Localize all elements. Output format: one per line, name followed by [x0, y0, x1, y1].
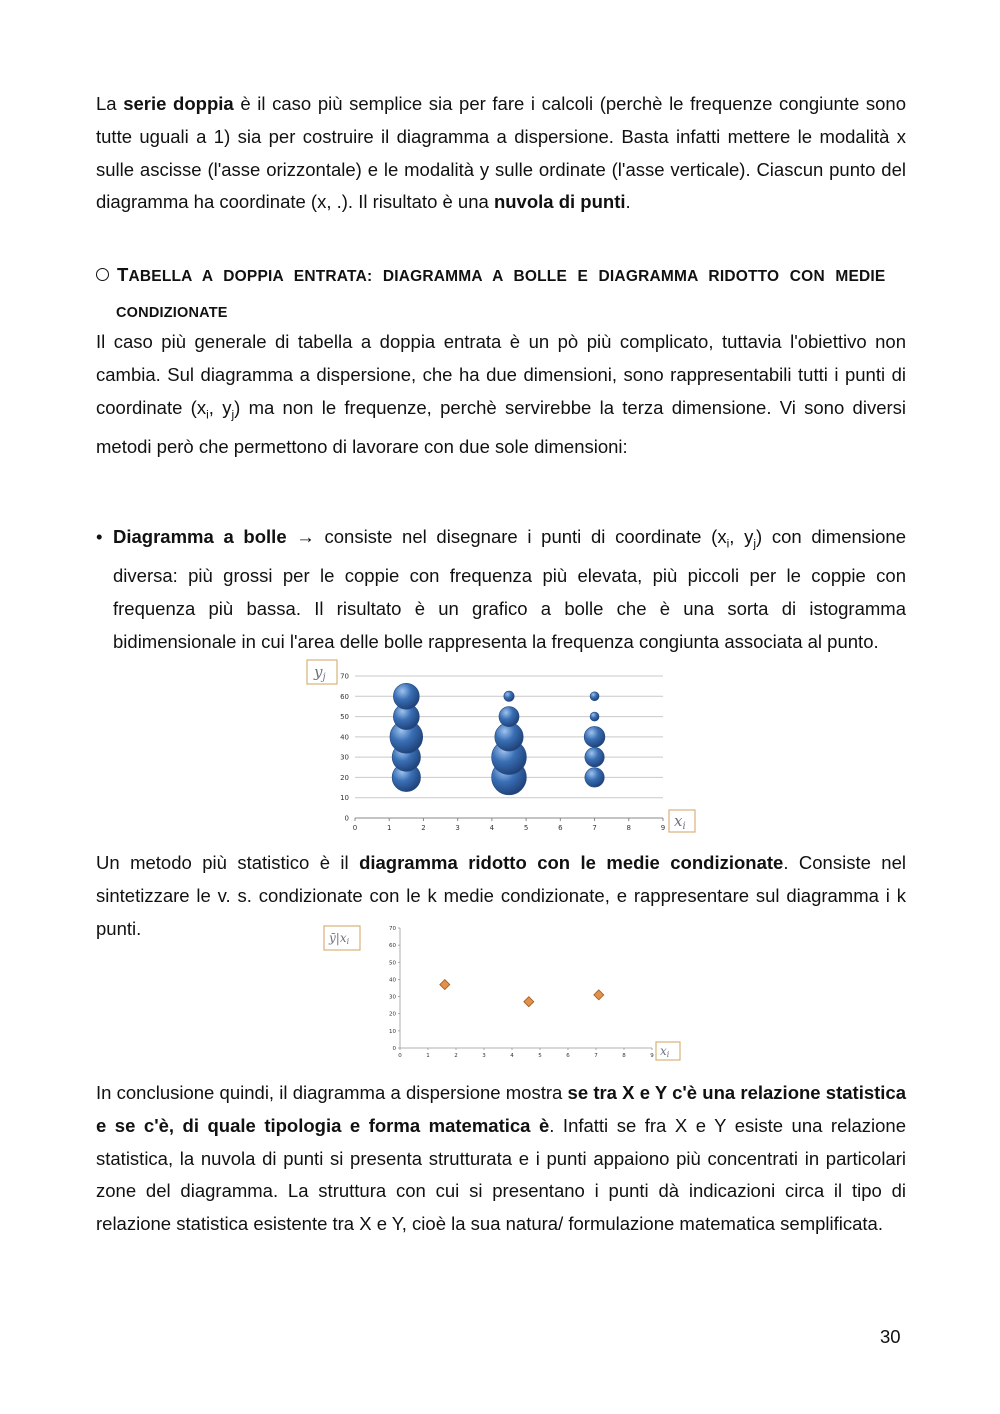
x-tick-label: 9	[650, 1053, 654, 1059]
y-tick-label: 10	[389, 1028, 396, 1035]
x-axis-label: $x_i$	[674, 812, 686, 832]
bubble-point	[504, 691, 514, 701]
x-tick-label: 4	[489, 824, 495, 832]
x-tick-label: 5	[538, 1053, 542, 1059]
y-tick-label: 50	[389, 960, 396, 967]
x-tick-label: 8	[622, 1053, 626, 1059]
bubble-point	[585, 768, 604, 787]
page-number: 30	[880, 1326, 901, 1347]
y-tick-label: 60	[389, 943, 396, 950]
x-tick-label: 7	[594, 1053, 598, 1059]
y-tick-label: 40	[389, 977, 396, 984]
x-tick-label: 6	[558, 824, 563, 832]
x-tick-label: 3	[482, 1053, 486, 1059]
x-tick-label: 5	[523, 824, 529, 832]
paragraph-serie-doppia: La serie doppia è il caso più semplice sia per fare i calcoli (perchè le frequenze congiunte sono tutte uguali a 1) sia per costruire il diagramma a dispersione. Basta infatti mettere le modalità x sulle ascisse (l'asse orizzontale) e le modalità y sulle ordinate (l'asse verticale). Ciascun punto del diagramma ha coordinate (x, .). Il risultato è una nuvola di punti.	[96, 93, 907, 213]
y-axis-label: $y_j$	[314, 663, 326, 683]
bubble-point	[499, 707, 519, 727]
y-tick-label: 60	[340, 692, 349, 701]
y-axis-label: ȳ|xi	[329, 931, 350, 946]
bubble-point	[584, 726, 605, 747]
x-tick-label: 2	[421, 824, 426, 832]
x-tick-label: 7	[592, 824, 597, 832]
y-tick-label: 0	[392, 1046, 396, 1052]
x-tick-label: 8	[626, 824, 632, 832]
x-tick-label: 4	[510, 1053, 514, 1059]
x-tick-label: 0	[352, 824, 358, 832]
bubble-point	[590, 692, 599, 701]
bubble-point	[393, 683, 419, 709]
bubble-point	[585, 747, 604, 766]
paragraph-tabella-doppia-entrata: Il caso più generale di tabella a doppia entrata è un pò più complicato, tuttavia l'obiettivo non cambia. Sul diagramma a dispersione, che ha due dimensioni, sono rappresentabili tutti i punti di coordinate ($x_i$, $y_j$) ma non le frequenze, perchè servirebbe la terza dimensione. Vi sono diversi metodi però che permettono di lavorare con due sole dimensioni:	[96, 331, 907, 458]
mean-point	[594, 990, 604, 1000]
y-tick-label: 20	[389, 1011, 396, 1018]
conditional-means-chart	[322, 920, 684, 1062]
x-tick-label: 3	[455, 824, 460, 832]
bullet-dot: •	[96, 526, 103, 547]
y-tick-label: 0	[344, 814, 349, 823]
circle-bullet-icon	[96, 268, 109, 281]
x-axis-label: xi	[660, 1044, 670, 1059]
mean-point	[524, 997, 534, 1007]
x-tick-label: 6	[566, 1053, 570, 1059]
y-tick-label: 40	[340, 733, 349, 742]
y-tick-label: 50	[340, 713, 349, 722]
paragraph-diagramma-ridotto: Un metodo più statistico è il diagramma ridotto con le medie condizionate. Consiste nel sintetizzare le v. s. condizionate con le k medie condizionate, e rappresentare sul diagramma i k punti.	[96, 852, 906, 939]
section-heading: TABELLA A DOPPIA ENTRATA: DIAGRAMMA A BOLLE E DIAGRAMMA RIDOTTO CON MEDIE CONDIZIONATE	[96, 256, 906, 332]
paragraph-conclusione: In conclusione quindi, il diagramma a dispersione mostra se tra X e Y c'è una relazione statistica e se c'è, di quale tipologia e forma matematica è. Infatti se fra X e Y esiste una relazione statistica, la nuvola di punti si presenta strutturata e i punti appaiono più concentrati in particolari zone del diagramma. La struttura con cui si presentano i punti dà indicazioni circa il tipo di relazione statistica esistente tra X e Y, cioè la sua natura/ formulazione matematica semplificata.	[96, 1082, 907, 1235]
mean-point	[440, 980, 450, 990]
x-tick-label: 9	[660, 824, 666, 832]
bubble-point	[590, 712, 599, 721]
y-tick-label: 70	[340, 672, 349, 681]
x-tick-label: 2	[454, 1053, 458, 1059]
bubble-point	[495, 723, 523, 751]
bullet-diagramma-a-bolle: • Diagramma a bolle → consiste nel disegnare i punti di coordinate ($x_i$, $y_j$) con dimensione diversa: più grossi per le coppie con frequenza più elevata, più piccoli per le coppie con frequenza più bassa. Il risultato è un grafico a bolle che è una sorta di istogramma bidimensionale in cui l'area delle bolle rappresenta la frequenza congiunta associata al punto.	[96, 521, 906, 659]
y-tick-label: 70	[389, 926, 396, 932]
x-tick-label: 0	[398, 1053, 402, 1059]
y-tick-label: 10	[340, 794, 349, 803]
y-tick-label: 20	[340, 773, 349, 782]
x-tick-label: 1	[426, 1053, 430, 1059]
y-tick-label: 30	[340, 753, 349, 762]
bubble-chart	[305, 658, 700, 836]
x-tick-label: 1	[386, 824, 392, 832]
y-tick-label: 30	[389, 994, 396, 1001]
